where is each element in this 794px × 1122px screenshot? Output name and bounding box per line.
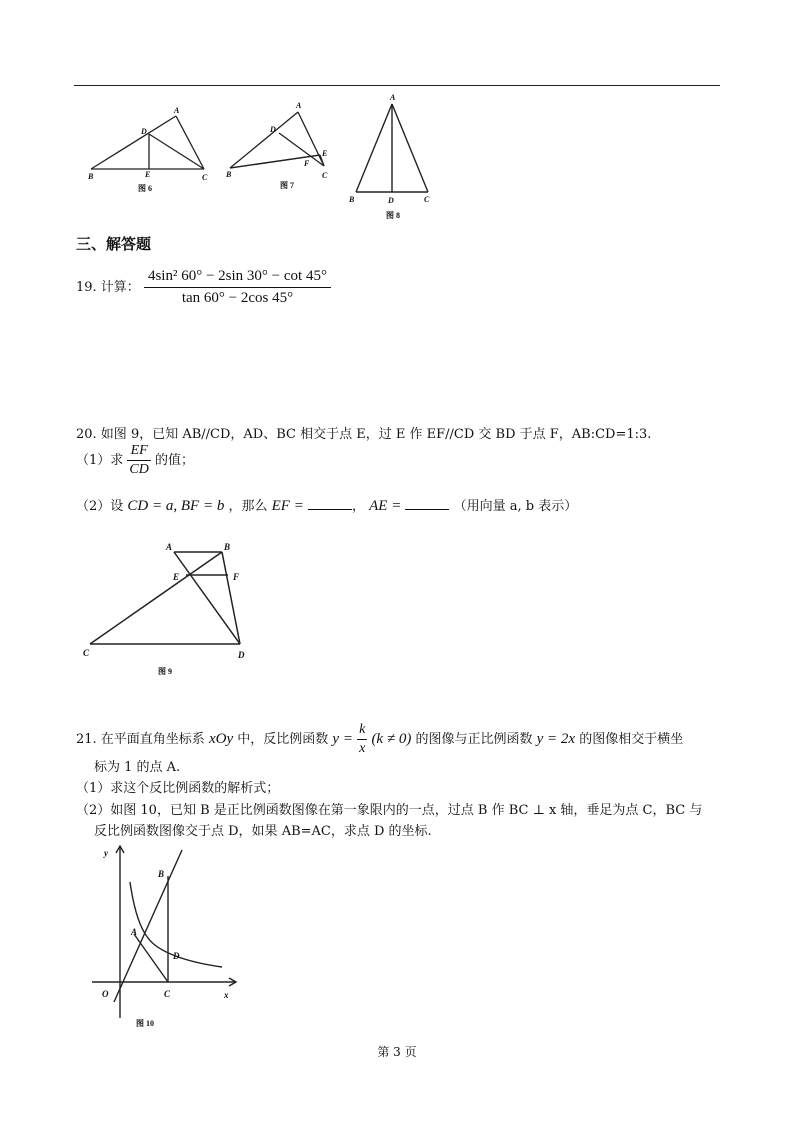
q20-part2-ae: AE = (369, 498, 402, 514)
fig8-point-b: B (349, 195, 355, 204)
fig10-axis-x: x (224, 990, 229, 1000)
figure-8 (346, 90, 436, 224)
q20-stem: 20. 如图 9，已知 AB//CD，AD、BC 相交于点 E，过 E 作 EF//CD 交 BD 于点 F，AB:CD=1:3. (76, 427, 652, 442)
fig10-origin-o: O (102, 989, 109, 999)
q21-stem-a: 21. 在平面直角坐标系 (76, 732, 205, 747)
q21-func-num: k (357, 722, 367, 740)
fig9-point-a: A (166, 542, 173, 552)
header-rule (74, 85, 720, 86)
section-title: 三、解答题 (76, 235, 152, 253)
fig10-point-d: D (173, 951, 180, 961)
fig6-caption: 图 6 (138, 184, 152, 193)
q20-part1-den: CD (129, 462, 149, 477)
fig9-caption: 图 9 (158, 667, 172, 676)
q21-func-den: x (359, 741, 366, 756)
page-footer: 第 3 页 (377, 1045, 417, 1059)
fig9-point-f: F (233, 572, 240, 582)
q20-part2-ef: EF = (271, 498, 304, 514)
q21-part1: （1）求这个反比例函数的解析式； (76, 781, 280, 796)
fig10-point-a: A (131, 927, 138, 937)
fig8-point-d: D (388, 196, 394, 205)
q21-xoy: xOy (208, 731, 234, 747)
fig9-point-c: C (83, 648, 90, 658)
q21-func-lhs: y = (332, 731, 353, 747)
fig7-point-d: D (270, 125, 276, 134)
q21-part2-line2: 反比例函数图像交于点 D，如果 AB=AC，求点 D 的坐标. (94, 824, 432, 839)
q20-part1-prefix: （1）求 (76, 453, 124, 468)
q21-stem-d: 的图像相交于横坐 (579, 732, 684, 747)
q21-func-cond: (k ≠ 0) (371, 731, 412, 747)
fig10-point-b: B (158, 869, 165, 879)
question-19 (76, 268, 331, 307)
q21-part2-line1: （2）如图 10，已知 B 是正比例函数图像在第一象限内的一点，过点 B 作 BC ⊥ x 轴，垂足为点 C，BC 与 (76, 803, 703, 818)
fig6-point-a: A (174, 106, 180, 115)
fig7-point-e: E (322, 149, 328, 158)
q20-ae-blank[interactable] (405, 498, 449, 510)
fig9-point-b: B (224, 542, 231, 552)
q19-numerator: 4sin² 60° − 2sin 30° − cot 45° (144, 268, 331, 288)
fig9-point-e: E (173, 572, 180, 582)
fig7-point-b: B (226, 170, 232, 179)
q20-part2-suffix: （用向量 a, b 表示） (453, 499, 578, 514)
fig6-point-c: C (202, 173, 208, 182)
fig6-point-b: B (88, 172, 94, 181)
q21-func-fraction (357, 722, 367, 757)
q19-fraction (144, 268, 331, 307)
q21-stem-line1 (76, 722, 683, 757)
fig7-caption: 图 7 (280, 181, 294, 190)
figure-9 (80, 538, 260, 680)
q20-part2-prefix: （2）设 (76, 499, 124, 514)
q21-func2: y = 2x (536, 731, 576, 747)
q20-part1 (76, 443, 194, 478)
fig6-point-d: D (141, 127, 147, 136)
fig7-point-a: A (296, 101, 302, 110)
q21-stem-b: 中，反比例函数 (237, 732, 329, 747)
q20-part1-suffix: 的值； (155, 453, 195, 468)
figure-6 (86, 104, 216, 196)
fig7-point-c: C (322, 171, 328, 180)
fig8-point-a: A (390, 93, 396, 102)
q20-ef-blank[interactable] (308, 498, 352, 510)
q20-part2-vectors: CD = a, BF = b (127, 498, 225, 514)
q19-denominator: tan 60° − 2cos 45° (181, 290, 294, 306)
q20-part2 (76, 495, 577, 515)
fig9-point-d: D (238, 650, 245, 660)
q21-stem-c: 的图像与正比例函数 (415, 732, 533, 747)
fig10-caption: 图 10 (136, 1019, 154, 1028)
figure-7 (224, 98, 336, 190)
q21-stem-line2: 标为 1 的点 A. (94, 760, 181, 775)
fig8-caption: 图 8 (386, 211, 400, 220)
fig10-point-c: C (164, 989, 171, 999)
figure-10 (86, 840, 250, 1036)
q20-part2-comma: ， (351, 499, 365, 514)
fig8-point-c: C (424, 195, 430, 204)
fig7-point-f: F (304, 159, 310, 168)
fig10-axis-y: y (104, 848, 108, 858)
q20-part1-num: EF (127, 443, 150, 461)
q20-part1-fraction (127, 443, 150, 478)
q19-number: 19. 计算： (76, 280, 140, 295)
fig6-point-e: E (145, 170, 151, 179)
q20-part2-mid: ，那么 (228, 499, 268, 514)
